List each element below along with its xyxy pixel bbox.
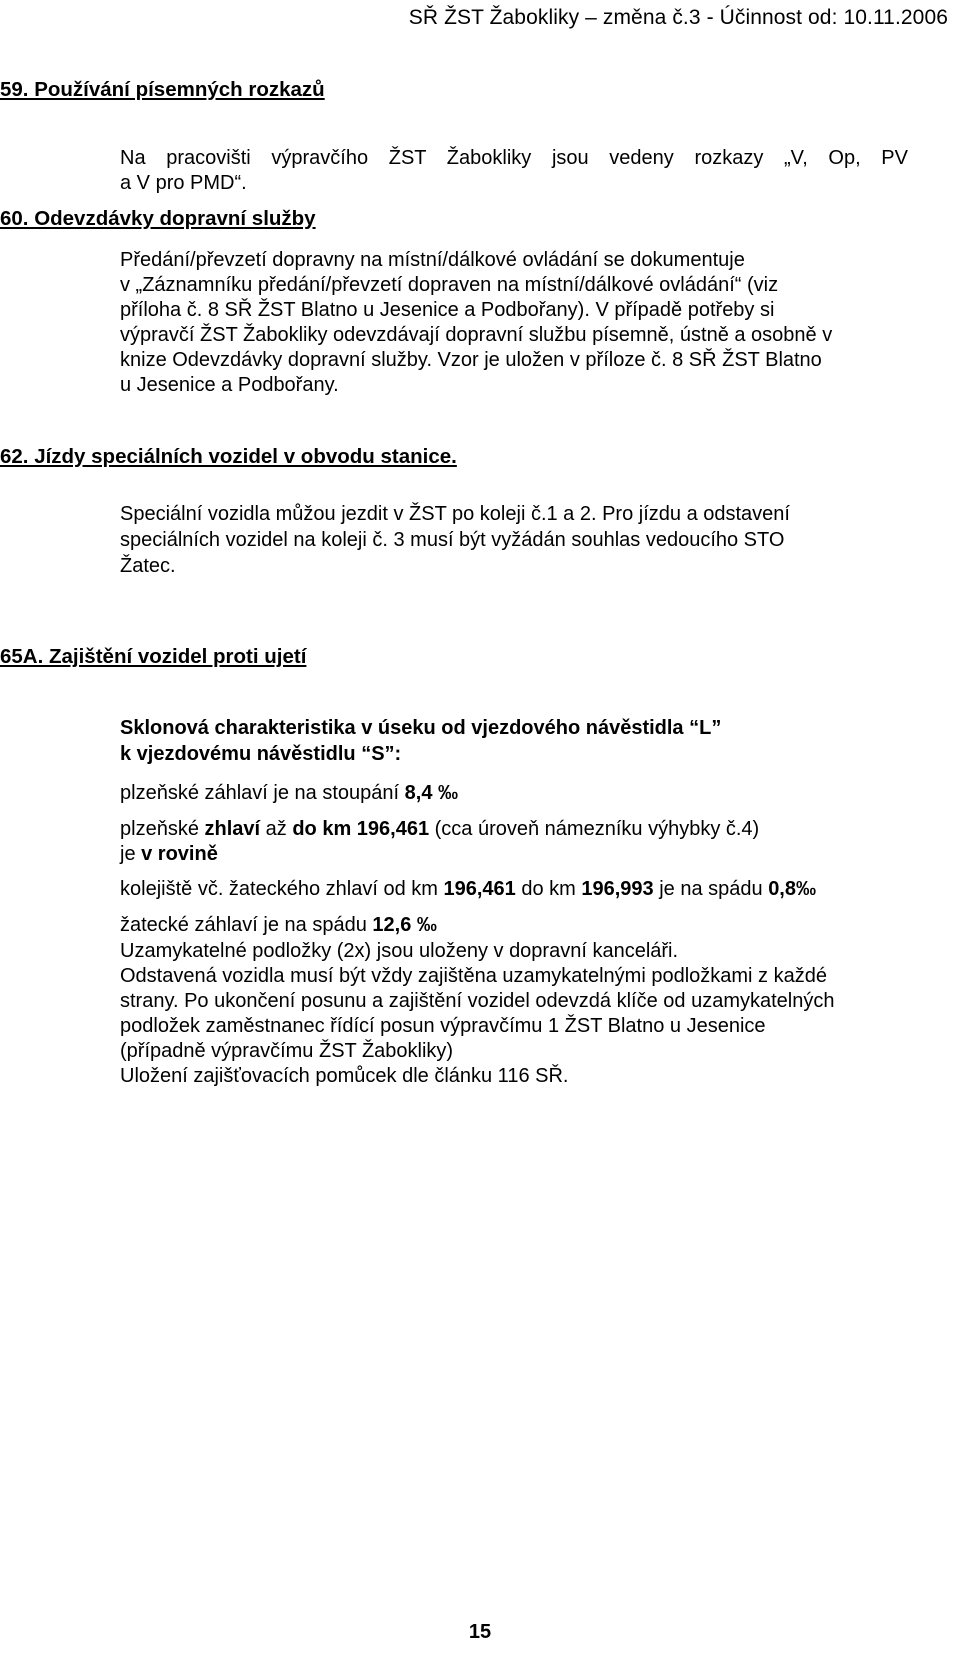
section-60-line-2: v „Záznamníku předání/převzetí dopraven na místní/dálkové ovládání“ (viz [120, 274, 779, 296]
securing-line-3: podložek zaměstnanec řídící posun výpravčímu 1 ŽST Blatno u Jesenice [120, 1015, 766, 1037]
section-59-title: 59. Používání písemných rozkazů [0, 78, 325, 101]
section-60-line-5: knize Odevzdávky dopravní služby. Vzor je uložen v příloze č. 8 SŘ ŽST Blatno [120, 349, 822, 371]
section-60-line-6: u Jesenice a Podbořany. [120, 374, 339, 396]
gradient-plzen-throat: plzeňské zhlaví až do km 196,461 (cca úroveň námezníku výhybky č.4) [120, 818, 760, 840]
section-62-title: 62. Jízdy speciálních vozidel v obvodu stanice. [0, 445, 457, 468]
section-65a-title: 65A. Zajištění vozidel proti ujetí [0, 645, 307, 668]
gradient-heading-line-2: k vjezdovému návěstidlu “S”: [120, 743, 402, 765]
section-59-line-1: Na pracovišti výpravčího ŽST Žabokliky jsou vedeny rozkazy „V, Op, PV [120, 147, 908, 169]
section-60-line-4: výpravčí ŽST Žabokliky odevzdávají dopravní službu písemně, ústně a osobně v [120, 324, 833, 346]
page-number: 15 [468, 1621, 492, 1643]
gradient-zatec-header: žatecké záhlaví je na spádu 12,6 ‰ [120, 914, 437, 936]
gradient-level: je v rovině [120, 843, 218, 865]
section-60-line-1: Předání/převzetí dopravny na místní/dálkové ovládání se dokumentuje [120, 249, 745, 271]
gradient-yard: kolejiště vč. žateckého zhlaví od km 196,461 do km 196,993 je na spádu 0,8‰ [120, 878, 816, 900]
securing-line-4: (případně výpravčímu ŽST Žabokliky) [120, 1040, 454, 1062]
page-header: SŘ ŽST Žabokliky – změna č.3 - Účinnost od: 10.11.2006 [408, 6, 948, 29]
section-62-line-3: Žatec. [120, 555, 176, 577]
securing-line-5: Uložení zajišťovacích pomůcek dle článku 116 SŘ. [120, 1065, 569, 1087]
section-62-line-2: speciálních vozidel na koleji č. 3 musí být vyžádán souhlas vedoucího STO [120, 529, 785, 551]
securing-line-2: strany. Po ukončení posunu a zajištění vozidel odevzdá klíče od uzamykatelných [120, 990, 835, 1012]
gradient-heading-line-1: Sklonová charakteristika v úseku od vjezdového návěstidla “L” [120, 717, 722, 739]
chocks-storage-line: Uzamykatelné podložky (2x) jsou uloženy v dopravní kanceláři. [120, 940, 679, 962]
section-62-line-1: Speciální vozidla můžou jezdit v ŽST po koleji č.1 a 2. Pro jízdu a odstavení [120, 503, 790, 525]
gradient-plzen-header: plzeňské záhlaví je na stoupání 8,4 ‰ [120, 782, 458, 804]
section-59-line-2: a V pro PMD“. [120, 172, 247, 194]
securing-line-1: Odstavená vozidla musí být vždy zajištěna uzamykatelnými podložkami z každé [120, 965, 827, 987]
section-60-title: 60. Odevzdávky dopravní služby [0, 207, 316, 230]
section-60-line-3: příloha č. 8 SŘ ŽST Blatno u Jesenice a Podbořany). V případě potřeby si [120, 299, 775, 321]
